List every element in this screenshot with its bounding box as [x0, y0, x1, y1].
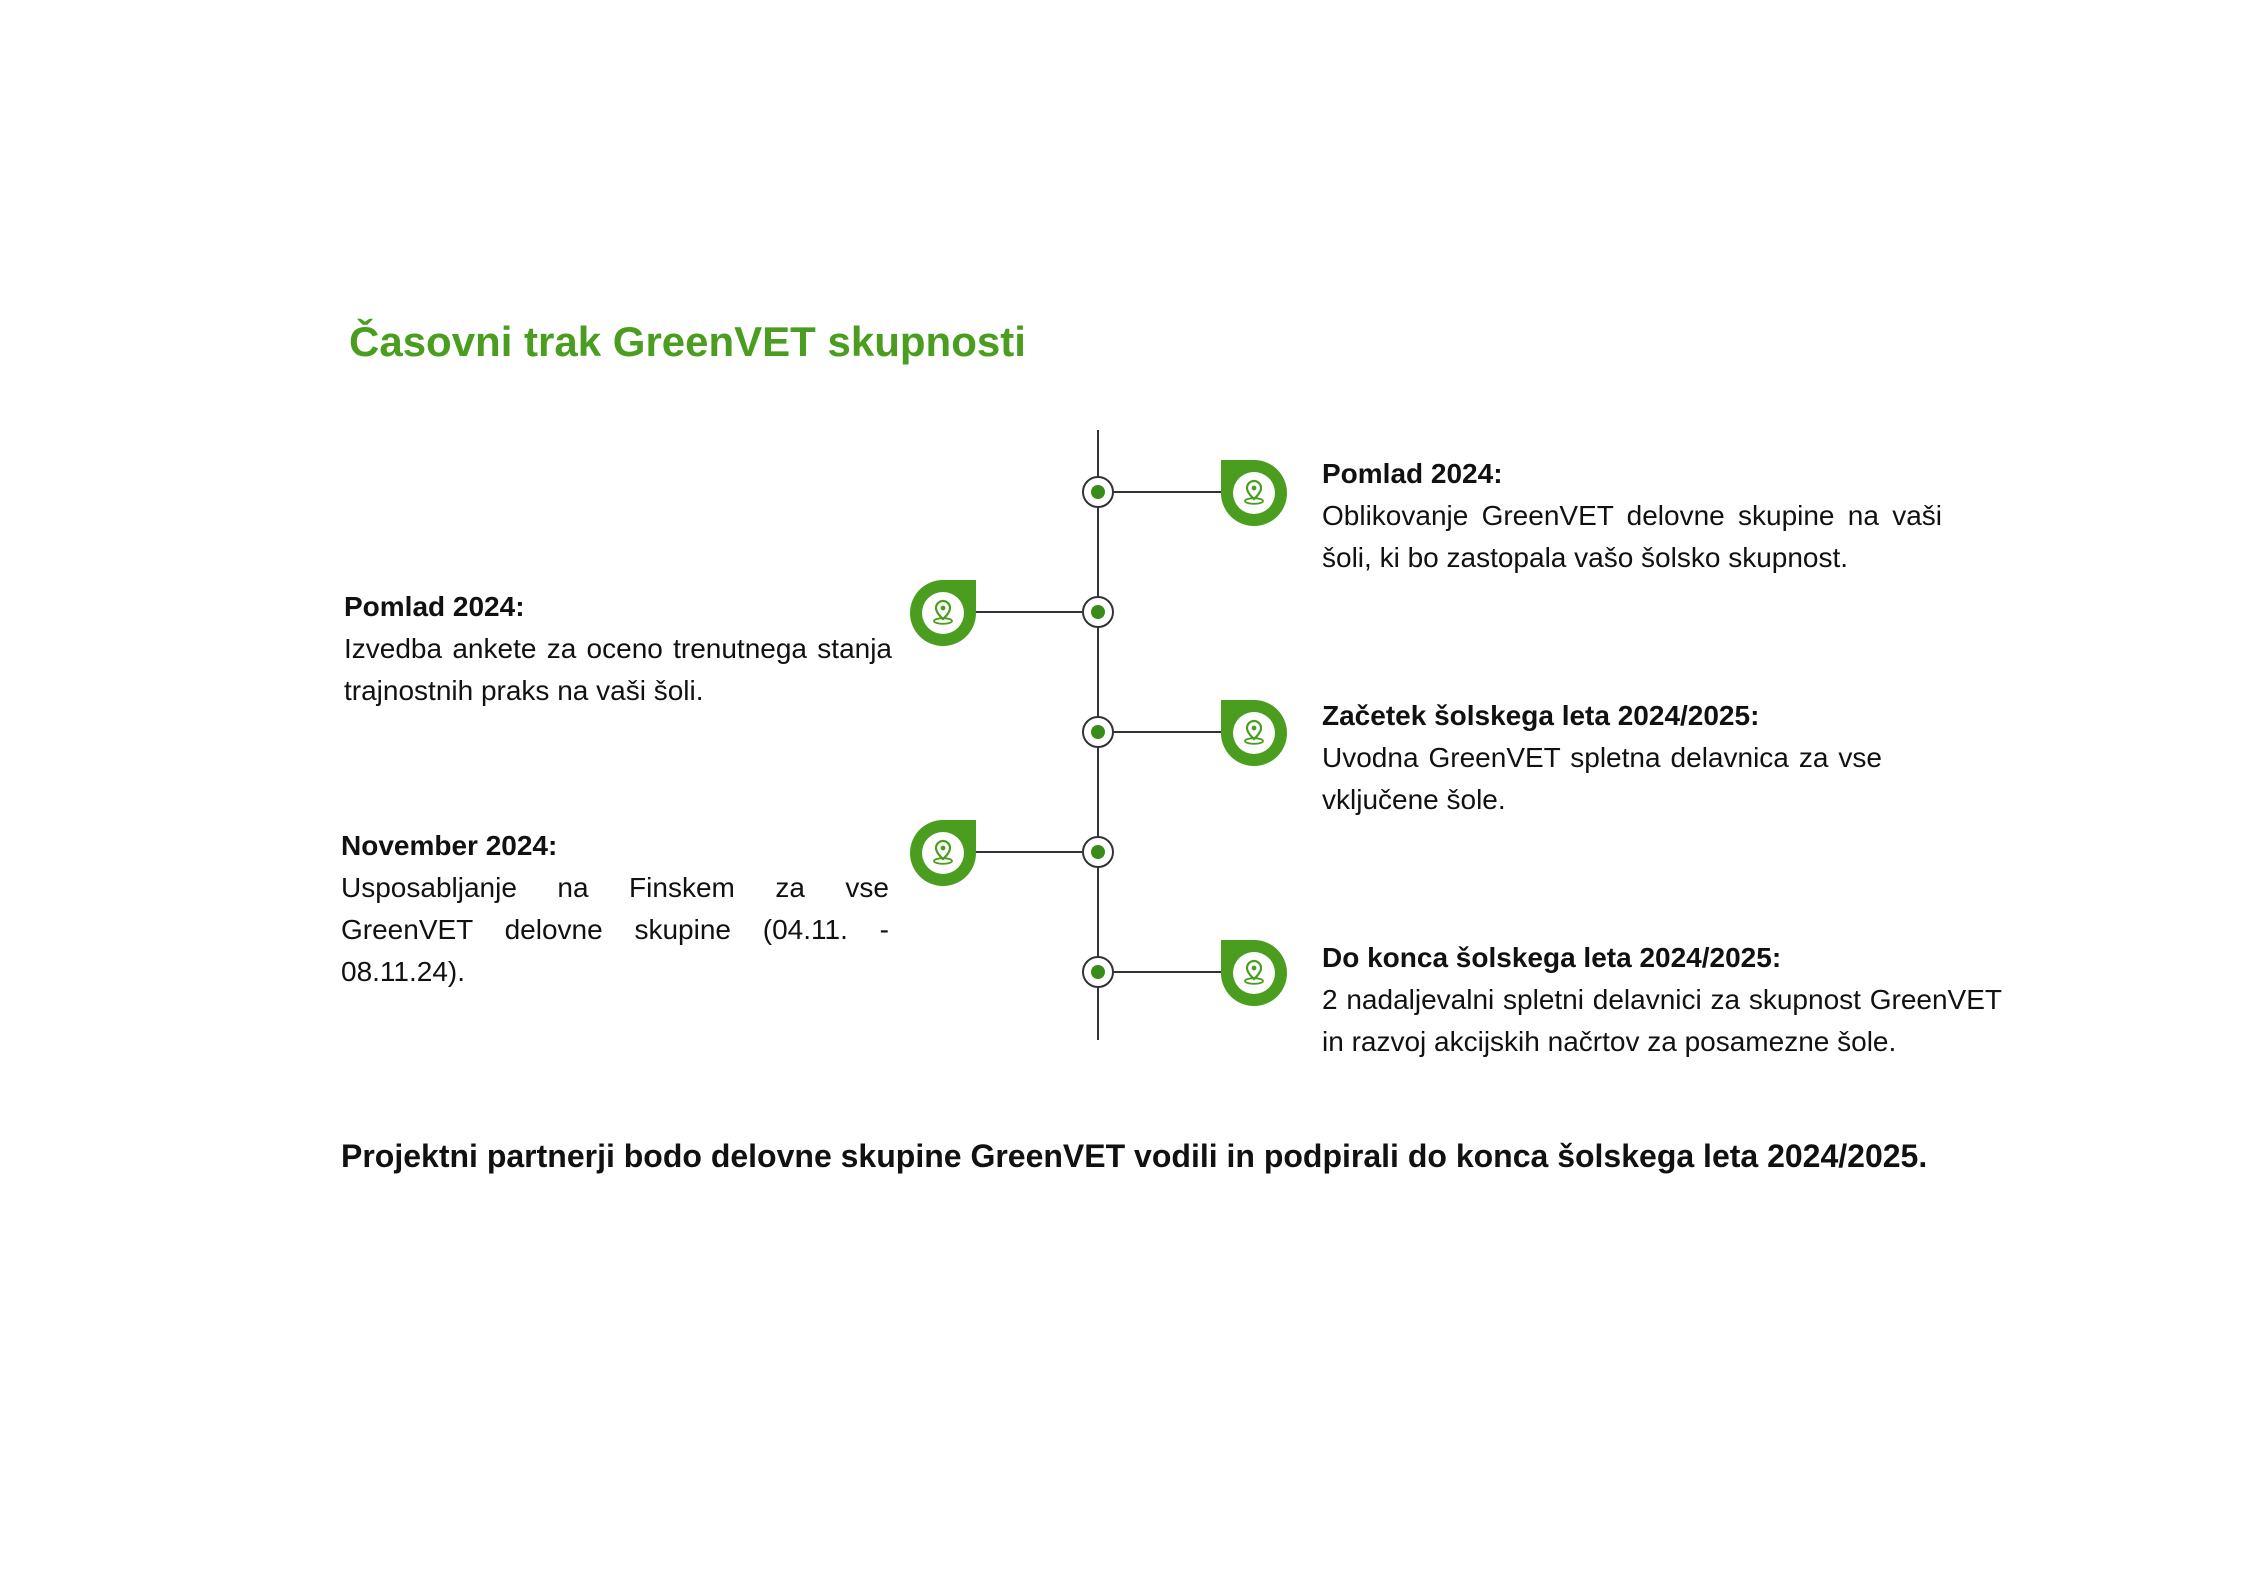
timeline-connector: [1114, 731, 1222, 733]
timeline-node: [1082, 956, 1114, 988]
footer-note: Projektni partnerji bodo delovne skupine GreenVET vodili in podpirali do konca šolskega leta 2024/2025.: [341, 1138, 1928, 1174]
page-title: Časovni trak GreenVET skupnosti: [349, 318, 1026, 365]
timeline-connector: [974, 611, 1082, 613]
timeline-entry: [1322, 937, 2002, 1063]
timeline-entry-heading: November 2024:: [341, 830, 558, 861]
timeline-entry-body: 2 nadaljevalni spletni delavnici za skupnost GreenVET in razvoj akcijskih načrtov za posamezne šole.: [1322, 984, 2002, 1057]
timeline-entry: [1322, 453, 1942, 579]
timeline-node: [1082, 476, 1114, 508]
map-pin-icon: [910, 820, 976, 886]
timeline-entry-body: Usposabljanje na Finskem za vse GreenVET delovne skupine (04.11. - 08.11.24).: [341, 872, 889, 987]
map-pin-icon: [1221, 940, 1287, 1006]
timeline-entry-heading: Začetek šolskega leta 2024/2025:: [1322, 700, 1760, 731]
map-pin-icon: [910, 580, 976, 646]
map-pin-icon: [1221, 460, 1287, 526]
timeline-entry: [341, 825, 889, 993]
timeline-entry-body: Izvedba ankete za oceno trenutnega stanja trajnostnih praks na vaši šoli.: [344, 633, 892, 706]
timeline-entry-heading: Pomlad 2024:: [1322, 458, 1503, 489]
timeline-node: [1082, 716, 1114, 748]
timeline-connector: [1114, 491, 1222, 493]
map-pin-icon: [1221, 700, 1287, 766]
timeline-entry: [344, 586, 892, 712]
timeline-entry-body: Oblikovanje GreenVET delovne skupine na vaši šoli, ki bo zastopala vašo šolsko skupnost.: [1322, 500, 1942, 573]
timeline-entry-body: Uvodna GreenVET spletna delavnica za vse vključene šole.: [1322, 742, 1882, 815]
timeline-entry-heading: Pomlad 2024:: [344, 591, 525, 622]
timeline-node: [1082, 836, 1114, 868]
timeline-connector: [1114, 971, 1222, 973]
timeline-entry-heading: Do konca šolskega leta 2024/2025:: [1322, 942, 1782, 973]
timeline-connector: [974, 851, 1082, 853]
timeline-entry: [1322, 695, 1882, 821]
timeline-node: [1082, 596, 1114, 628]
